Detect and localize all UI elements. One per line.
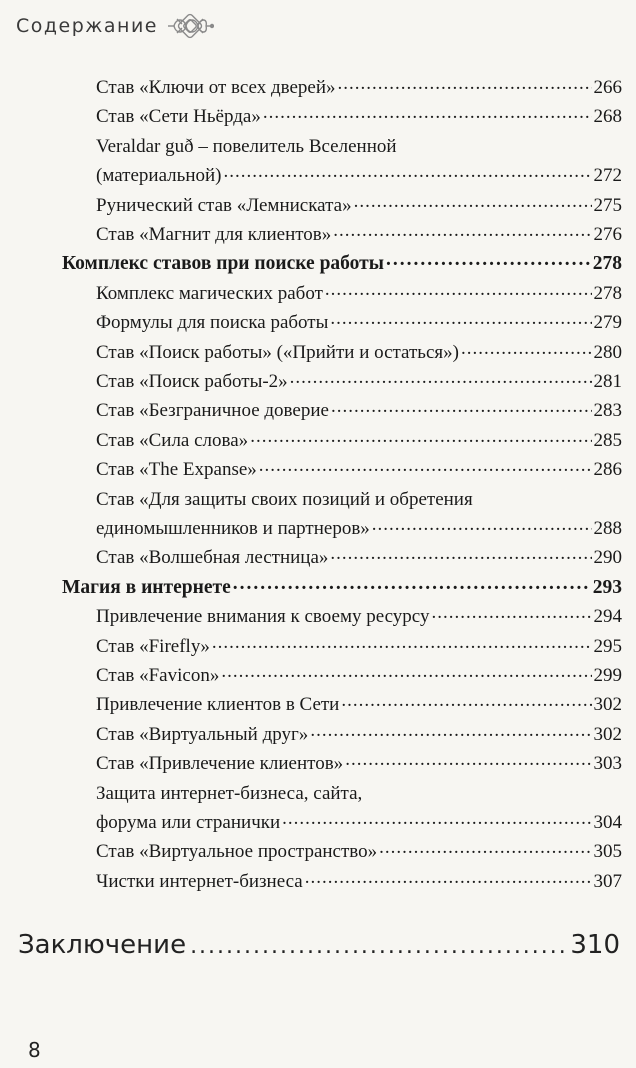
toc-entry[interactable]	[96, 221, 622, 248]
celtic-knot-icon	[166, 13, 214, 39]
toc-entry-title: Привлечение клиентов в Сети	[96, 694, 340, 716]
toc-entry-page: 302	[593, 723, 622, 745]
toc-entry-page: 288	[593, 518, 622, 539]
toc-entry-title: (материальной)	[96, 165, 222, 187]
toc-entry[interactable]	[96, 721, 622, 748]
toc-entry-title: Став «The Expanse»	[96, 459, 257, 481]
dot-leader	[250, 432, 591, 446]
toc-entry-title: Став «Магнит для клиентов»	[96, 224, 332, 245]
toc-entry-title: Став «Виртуальное пространство»	[96, 841, 378, 863]
toc-entry-page: 272	[593, 165, 622, 187]
toc-entry-title: Став «Привлечение клиентов»	[96, 753, 344, 775]
dot-leader	[282, 814, 591, 828]
toc-entry[interactable]	[96, 633, 622, 660]
toc-entry-page: 278	[593, 282, 622, 304]
toc-entry[interactable]	[96, 192, 622, 219]
toc-entry[interactable]	[96, 368, 622, 395]
toc-entry[interactable]	[96, 838, 622, 865]
toc-entry-page: 304	[593, 812, 622, 833]
toc-section-entry[interactable]	[62, 574, 622, 601]
dot-leader	[190, 935, 566, 953]
toc-entry-title-line: Защита интернет-бизнеса, сайта,	[96, 782, 363, 804]
toc-entry-page: 307	[593, 870, 622, 892]
toc-entry[interactable]	[96, 280, 622, 307]
toc-entry-title: Магия в интернете	[62, 576, 231, 598]
dot-leader	[354, 197, 592, 211]
toc-entry-title-line: Veraldar guð – повелитель Вселенной	[96, 135, 397, 157]
toc-entry[interactable]	[96, 809, 622, 836]
toc-entry[interactable]	[96, 162, 622, 189]
toc-entry-title: Рунический став «Лемниската»	[96, 194, 352, 216]
dot-leader	[212, 638, 592, 652]
toc-entry-page: 299	[593, 665, 622, 686]
toc-entry-title: Став «Виртуальный друг»	[96, 723, 309, 745]
toc-entry-page: 293	[592, 576, 622, 598]
toc-entry[interactable]	[96, 309, 622, 336]
dot-leader	[338, 79, 592, 93]
toc-entry-page: 294	[593, 606, 622, 628]
toc-entry[interactable]	[96, 515, 622, 542]
dot-leader	[341, 696, 591, 710]
dot-leader	[221, 667, 591, 681]
dot-leader	[263, 108, 592, 122]
toc-entry[interactable]	[96, 662, 622, 689]
page-number: 8	[28, 1038, 41, 1062]
dot-leader	[333, 226, 591, 240]
toc-entry[interactable]	[96, 103, 622, 130]
toc-entry-conclusion[interactable]	[18, 930, 620, 960]
toc-entry[interactable]	[96, 544, 622, 571]
dot-leader	[233, 579, 591, 593]
toc-entry-title: Став «Безграничное доверие	[96, 400, 329, 422]
toc-entry-page: 280	[593, 341, 622, 363]
dot-leader	[372, 520, 592, 534]
toc-entry-title: Комплекс ставов при поиске работы	[62, 253, 384, 275]
toc-entry-page: 285	[593, 429, 622, 451]
toc-entry-page: 302	[593, 694, 622, 716]
toc-entry[interactable]	[96, 456, 622, 483]
dot-leader	[259, 461, 592, 475]
dot-leader	[461, 344, 592, 358]
toc-entry[interactable]	[96, 427, 622, 454]
header-title: Содержание	[16, 15, 158, 37]
conclusion-page: 310	[570, 930, 620, 960]
toc-entry-title: Комплекс магических работ	[96, 282, 323, 304]
toc-entry-title: Став «Поиск работы-2»	[96, 371, 288, 392]
dot-leader	[386, 255, 591, 269]
dot-leader	[345, 755, 591, 769]
toc-entry-page: 303	[593, 753, 622, 775]
toc-entry-title: Чистки интернет-бизнеса	[96, 870, 303, 892]
toc-entry-title: Привлечение внимания к своему ресурсу	[96, 606, 430, 628]
dot-leader	[331, 402, 592, 416]
toc-entry[interactable]	[96, 603, 622, 630]
toc-entry-page: 281	[593, 371, 622, 392]
dot-leader	[325, 285, 592, 299]
toc-entry-page: 279	[593, 312, 622, 334]
toc-entry-page: 275	[593, 194, 622, 216]
toc-entry-page: 305	[593, 841, 622, 863]
toc-entry[interactable]	[96, 397, 622, 424]
toc-entry[interactable]	[96, 691, 622, 718]
toc-entry-title: единомышленников и партнеров»	[96, 518, 370, 539]
toc-entry-title: Став «Ключи от всех дверей»	[96, 77, 336, 98]
toc-entry[interactable]	[96, 74, 622, 101]
toc-entry[interactable]	[96, 339, 622, 366]
toc-section-entry[interactable]	[62, 250, 622, 277]
toc-entry-title: Став «Firefly»	[96, 635, 210, 657]
toc-entry-page: 278	[592, 253, 622, 275]
toc-entry[interactable]	[96, 750, 622, 777]
dot-leader	[379, 843, 591, 857]
dot-leader	[223, 167, 591, 181]
toc-entry-title: Став «Волшебная лестница»	[96, 547, 329, 569]
toc-entry-page: 266	[593, 77, 622, 98]
toc-entry-title: Формулы для поиска работы	[96, 312, 329, 334]
toc-entry-page: 276	[593, 224, 622, 245]
toc-entry[interactable]	[96, 868, 622, 895]
toc-entry-title: Став «Сила слова»	[96, 429, 249, 451]
dot-leader	[305, 873, 592, 887]
conclusion-title: Заключение	[18, 930, 187, 960]
toc-entry-page: 268	[593, 106, 622, 128]
dot-leader	[310, 726, 591, 740]
dot-leader	[330, 549, 591, 563]
toc-entry-title: форума или странички	[96, 812, 281, 833]
toc-entry-page: 295	[593, 635, 622, 657]
dot-leader	[330, 314, 591, 328]
toc-entry-page: 283	[593, 400, 622, 422]
toc-entry-page: 290	[593, 547, 622, 569]
dot-leader	[290, 373, 592, 387]
dot-leader	[431, 608, 591, 622]
toc-entry-title: Став «Сети Ньёрда»	[96, 106, 261, 128]
toc-entry-title: Став «Поиск работы» («Прийти и остаться»)	[96, 341, 459, 363]
toc-entry-title-line: Став «Для защиты своих позиций и обретения	[96, 488, 473, 510]
running-header	[16, 6, 214, 46]
toc-entry-title: Став «Favicon»	[96, 665, 220, 686]
toc-entry-page: 286	[593, 459, 622, 481]
